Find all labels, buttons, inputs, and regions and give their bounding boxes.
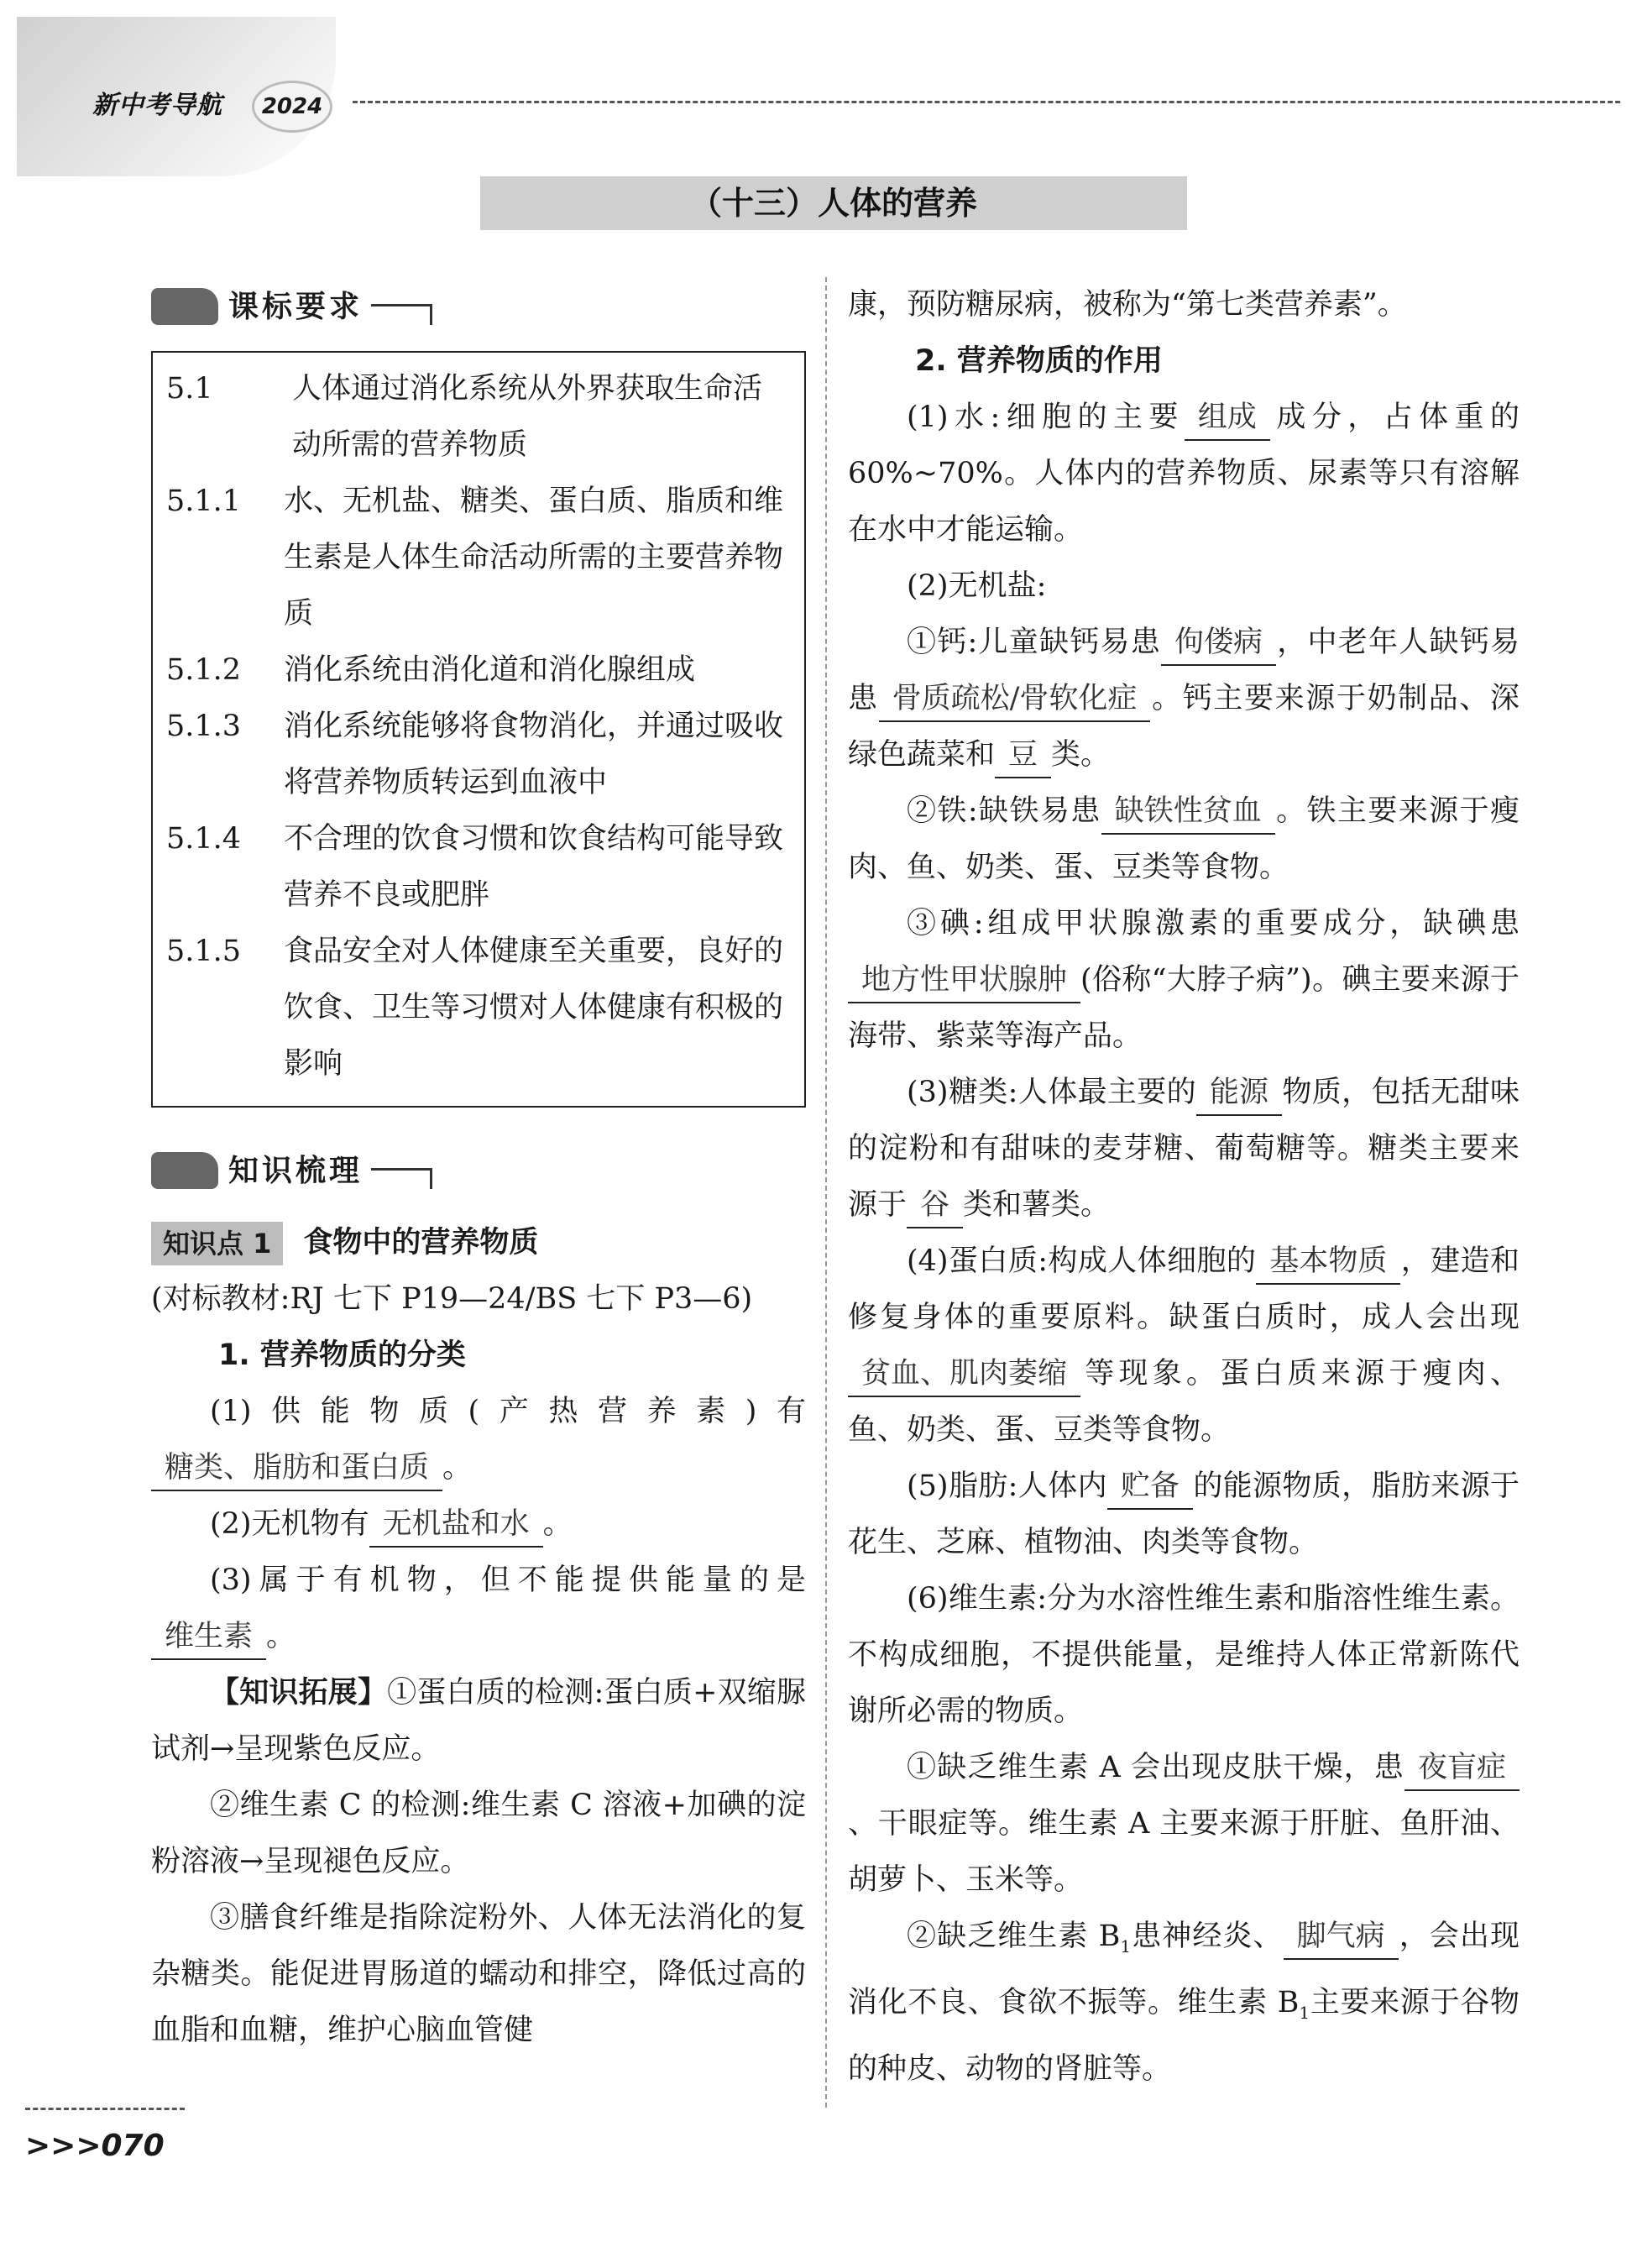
standards-badge: 课标要求	[151, 277, 806, 336]
answer-blank: 夜盲症	[1404, 1746, 1520, 1791]
left-column	[151, 277, 806, 2059]
requirement-item: 5.1.1 水、无机盐、糖类、蛋白质、脂质和维生素是人体生命活动所需的主要营养物质	[166, 485, 784, 631]
requirement-item: 5.1.3 消化系统能够将食物消化，并通过吸收将营养物质转运到血液中	[166, 710, 784, 799]
right-column	[848, 277, 1520, 2098]
answer-blank: 缺铁性贫血	[1101, 789, 1275, 835]
answer-blank: 基本物质	[1256, 1239, 1400, 1285]
requirements-box	[151, 351, 806, 1108]
paragraph: ③碘:组成甲状腺激素的重要成分，缺碘患地方性甲状腺肿 (俗称“大脖子病”)。碘主要来源于海带、紫菜等海产品。	[848, 907, 1520, 1053]
knowledge-badge: 知识梳理	[151, 1141, 806, 1200]
page-footer	[25, 2108, 185, 2163]
answer-blank: 贫血、肌肉萎缩	[848, 1352, 1080, 1397]
answer-blank: 糖类、脂肪和蛋白质	[151, 1446, 442, 1491]
page-number: >>>070	[25, 2129, 165, 2163]
answer-blank: 地方性甲状腺肿	[848, 958, 1080, 1003]
paragraph: (2)无机盐:	[907, 569, 1047, 603]
paragraph: (1)水:细胞的主要 组成 成分，占体重的 60%~70%。人体内的营养物质、尿素等只有溶解在水中才能运输。	[848, 390, 1520, 558]
paragraph: 康，预防糖尿病，被称为“第七类营养素”。	[848, 288, 1407, 322]
answer-blank: 无机盐和水	[369, 1502, 543, 1548]
answer-blank: 豆	[995, 733, 1051, 778]
textbook-reference: (对标教材:RJ 七下 P19—24/BS 七下 P3—6)	[151, 1282, 753, 1316]
subheading: 2. 营养物质的作用	[915, 344, 1163, 378]
paragraph: (1)供能物质(产热营养素)有糖类、脂肪和蛋白质 。	[151, 1384, 806, 1496]
paragraph: ③膳食纤维是指除淀粉外、人体无法消化的复杂糖类。能促进胃肠道的蠕动和排空，降低过高的血脂和血糖，维护心脑血管健	[151, 1901, 806, 2047]
page-header	[0, 0, 1632, 193]
paragraph: ①缺乏维生素 A 会出现皮肤干燥，患 夜盲症、干眼症等。维生素 A 主要来源于肝脏、鱼肝油、胡萝卜、玉米等。	[848, 1740, 1520, 1909]
subheading: 1. 营养物质的分类	[218, 1338, 466, 1372]
answer-blank: 维生素	[151, 1615, 266, 1660]
knowledge-point-heading	[151, 1215, 806, 1271]
answer-blank: 脚气病	[1284, 1914, 1399, 1960]
arrow-icon	[371, 304, 432, 325]
section-title: （十三）人体的营养	[480, 176, 1187, 230]
requirement-item: 5.1 人体通过消化系统从外界获取生命活动所需的营养物质	[166, 372, 763, 462]
header-divider	[353, 101, 1620, 103]
knowledge-point-title: 食物中的营养物质	[303, 1226, 539, 1260]
requirement-item: 5.1.2 消化系统由消化道和消化腺组成	[166, 653, 696, 687]
footer-divider	[25, 2108, 185, 2110]
answer-blank: 谷	[907, 1183, 963, 1228]
paragraph: (6)维生素:分为水溶性维生素和脂溶性维生素。不构成细胞，不提供能量，是维持人体正常新陈代谢所必需的物质。	[848, 1582, 1520, 1728]
paragraph: ①钙:儿童缺钙易患 佝偻病 ，中老年人缺钙易患 骨质疏松/骨软化症 。钙主要来源于奶制品、深绿色蔬菜和 豆 类。	[848, 615, 1520, 783]
cannon-icon	[151, 1152, 218, 1189]
answer-blank: 佝偻病	[1161, 621, 1276, 666]
answer-blank: 骨质疏松/骨软化症	[879, 677, 1151, 722]
answer-blank: 能源	[1196, 1071, 1282, 1116]
arrow-icon	[371, 1168, 432, 1189]
column-divider	[825, 277, 827, 2108]
answer-blank: 组成	[1185, 395, 1270, 441]
paragraph: ②铁:缺铁易患 缺铁性贫血 。铁主要来源于瘦肉、鱼、奶类、蛋、豆类等食物。	[848, 783, 1520, 896]
requirement-item: 5.1.5 食品安全对人体健康至关重要，良好的饮食、卫生等习惯对人体健康有积极的影响	[166, 935, 784, 1081]
header-title: 新中考导航	[92, 91, 222, 120]
paragraph: (5)脂肪:人体内 贮备 的能源物质，脂肪来源于花生、芝麻、植物油、肉类等食物。	[848, 1459, 1520, 1571]
paragraph: 【知识拓展】①蛋白质的检测:蛋白质+双缩脲试剂→呈现紫色反应。	[151, 1676, 806, 1766]
cannon-icon	[151, 288, 218, 325]
paragraph: ②缺乏维生素 $B_1$患神经炎、 脚气病 ，会出现消化不良、食欲不振等。维生素 $B_1$主要来源于谷物的种皮、动物的肾脏等。	[848, 1909, 1520, 2098]
paragraph: (3)糖类:人体最主要的 能源 物质，包括无甜味的淀粉和有甜味的麦芽糖、葡萄糖等。糖类主要来源于 谷 类和薯类。	[848, 1065, 1520, 1234]
requirement-item: 5.1.4 不合理的饮食习惯和饮食结构可能导致营养不良或肥胖	[166, 822, 784, 912]
paragraph: ②维生素 C 的检测:维生素 C 溶液+加碘的淀粉溶液→呈现褪色反应。	[151, 1789, 806, 1878]
answer-blank: 贮备	[1107, 1464, 1193, 1510]
paragraph: (2)无机物有 无机盐和水 。	[151, 1496, 806, 1553]
knowledge-point-tag: 知识点 1	[151, 1222, 283, 1265]
paragraph: (4)蛋白质:构成人体细胞的 基本物质 ，建造和修复身体的重要原料。缺蛋白质时，成人会出现贫血、肌肉萎缩 等现象。蛋白质来源于瘦肉、鱼、奶类、蛋、豆类等食物。	[848, 1234, 1520, 1459]
paragraph: (3)属于有机物，但不能提供能量的是维生素 。	[151, 1553, 806, 1665]
header-year: 2024	[252, 81, 332, 133]
